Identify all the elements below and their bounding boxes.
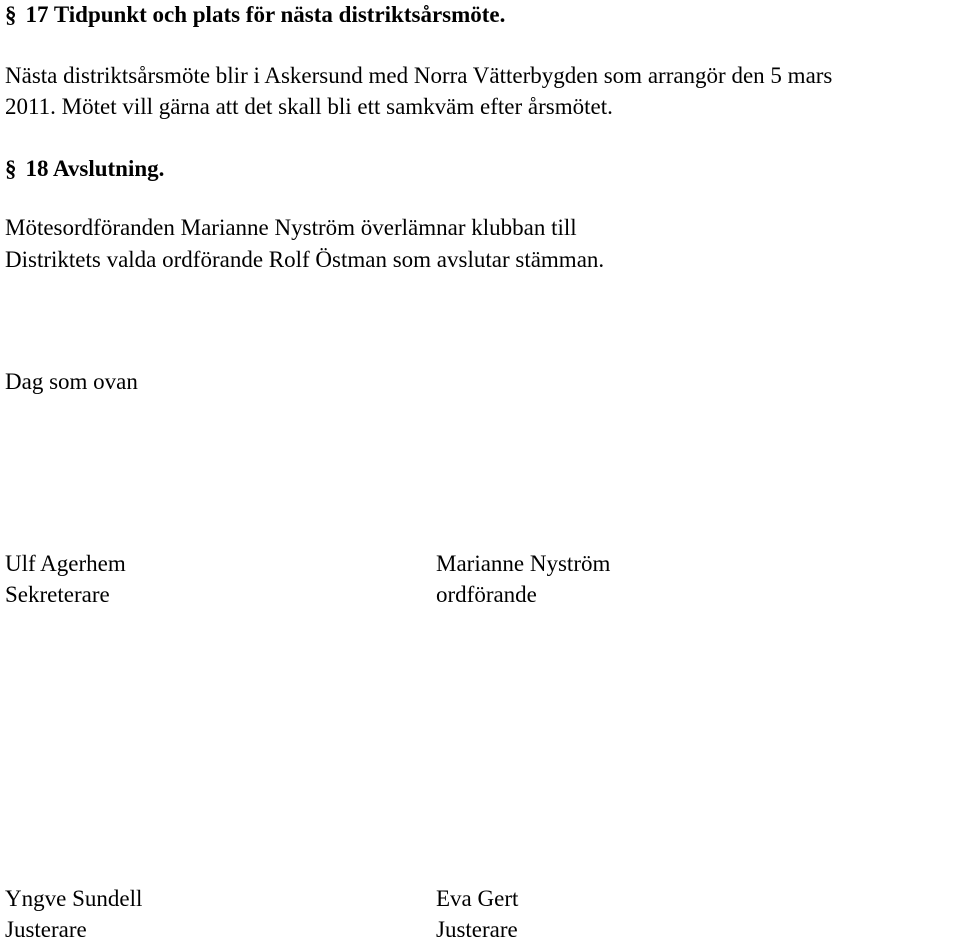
signature-name: Eva Gert (436, 886, 519, 911)
signature-role: Justerare (436, 917, 518, 942)
signature-role: Justerare (5, 917, 87, 942)
section-18-body-line-1: Mötesordföranden Marianne Nyström överlämnar klubban till (5, 215, 577, 240)
signature-name: Ulf Agerhem (5, 551, 126, 576)
section-symbol: § (5, 2, 17, 27)
section-17-body-line-2: 2011. Mötet vill gärna att det skall bli ett samkväm efter årsmötet. (5, 94, 613, 119)
signature-name: Marianne Nyström (436, 551, 611, 576)
closing-text: Dag som ovan (5, 369, 138, 394)
section-18-title: 18 Avslutning. (25, 156, 165, 181)
signature-role: Sekreterare (5, 582, 110, 607)
section-18-heading (5, 155, 164, 183)
section-symbol: § (5, 156, 17, 181)
section-17-title: 17 Tidpunkt och plats för nästa distriktsårsmöte. (25, 2, 506, 27)
section-18-body-line-2: Distriktets valda ordförande Rolf Östman som avslutar stämman. (5, 247, 605, 272)
signature-name: Yngve Sundell (5, 886, 143, 911)
signature-role: ordförande (436, 582, 537, 607)
section-17-heading (5, 1, 505, 29)
section-17-body-line-1: Nästa distriktsårsmöte blir i Askersund med Norra Vätterbygden som arrangör den 5 mars (5, 63, 833, 88)
